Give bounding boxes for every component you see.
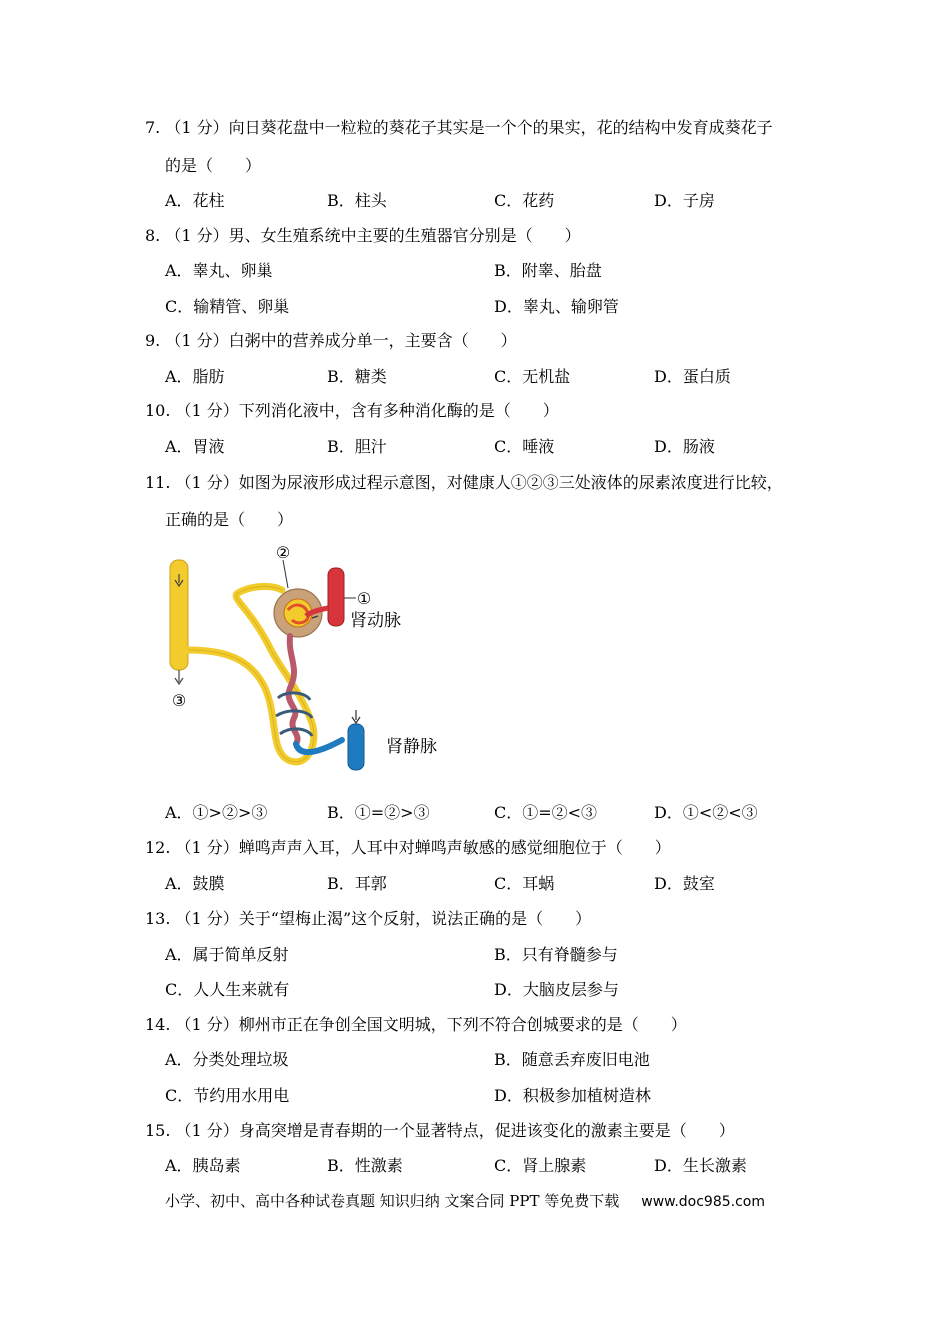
question-9-stem: 9. （1 分）白粥中的营养成分单一，主要含（ ） [145, 331, 517, 350]
q12-option-b[interactable]: B．耳郭 [327, 874, 387, 893]
q13-option-c[interactable]: C．人人生来就有 [165, 980, 290, 999]
question-12-stem: 12. （1 分）蝉鸣声声入耳，人耳中对蝉鸣声敏感的感觉细胞位于（ ） [145, 838, 671, 857]
q7-option-c[interactable]: C．花药 [494, 191, 555, 210]
q8-option-b[interactable]: B．附睾、胎盘 [494, 261, 602, 280]
q11-option-c[interactable]: C．①=②<③ [494, 803, 598, 822]
question-7-stem-cont: 的是（ ） [165, 156, 262, 175]
question-10-stem: 10. （1 分）下列消化液中，含有多种消化酶的是（ ） [145, 401, 559, 420]
q14-option-d[interactable]: D．积极参加植树造林 [494, 1086, 651, 1105]
q8-option-d[interactable]: D．睾丸、输卵管 [494, 297, 619, 316]
q9-option-b[interactable]: B．糖类 [327, 367, 387, 386]
page-footer [165, 1190, 765, 1213]
urine-formation-diagram [160, 538, 460, 783]
q7-option-a[interactable]: A．花柱 [165, 191, 225, 210]
q7-option-b[interactable]: B．柱头 [327, 191, 387, 210]
q12-option-a[interactable]: A．鼓膜 [165, 874, 225, 893]
q10-option-b[interactable]: B．胆汁 [327, 437, 387, 456]
question-8-stem: 8. （1 分）男、女生殖系统中主要的生殖器官分别是（ ） [145, 226, 581, 245]
q13-option-a[interactable]: A．属于简单反射 [165, 945, 289, 964]
q15-option-b[interactable]: B．性激素 [327, 1156, 403, 1175]
q11-option-a[interactable]: A．①>②>③ [165, 803, 268, 822]
question-11-stem-cont: 正确的是（ ） [165, 510, 294, 529]
q8-option-a[interactable]: A．睾丸、卵巢 [165, 261, 273, 280]
q13-option-b[interactable]: B．只有脊髓参与 [494, 945, 618, 964]
question-11-stem: 11. （1 分）如图为尿液形成过程示意图，对健康人①②③三处液体的尿素浓度进行比较， [145, 473, 783, 492]
renal-artery-label: 肾动脉 [350, 611, 401, 631]
question-15-stem: 15. （1 分）身高突增是青春期的一个显著特点，促进该变化的激素主要是（ ） [145, 1121, 735, 1140]
collecting-duct [170, 560, 188, 684]
label-1: ① [356, 589, 372, 608]
q11-option-d[interactable]: D．①<②<③ [654, 803, 758, 822]
question-13-stem: 13. （1 分）关于“望梅止渴”这个反射，说法正确的是（ ） [145, 909, 592, 928]
q12-option-d[interactable]: D．鼓室 [654, 874, 715, 893]
q7-option-d[interactable]: D．子房 [654, 191, 715, 210]
q15-option-d[interactable]: D．生长激素 [654, 1156, 747, 1175]
question-14-stem: 14. （1 分）柳州市正在争创全国文明城，下列不符合创城要求的是（ ） [145, 1015, 687, 1034]
footer-url-link[interactable]: www.doc985.com [641, 1194, 766, 1210]
q10-option-a[interactable]: A．胃液 [165, 437, 225, 456]
q10-option-c[interactable]: C．唾液 [494, 437, 555, 456]
q9-option-a[interactable]: A．脂肪 [165, 367, 225, 386]
q15-option-c[interactable]: C．肾上腺素 [494, 1156, 587, 1175]
q8-option-c[interactable]: C．输精管、卵巢 [165, 297, 290, 316]
q13-option-d[interactable]: D．大脑皮层参与 [494, 980, 619, 999]
q11-option-b[interactable]: B．①=②>③ [327, 803, 430, 822]
question-7-stem: 7. （1 分）向日葵花盘中一粒粒的葵花子其实是一个个的果实，花的结构中发育成葵花子 [145, 118, 773, 137]
q14-option-c[interactable]: C．节约用水用电 [165, 1086, 290, 1105]
label-3: ③ [171, 691, 187, 710]
q14-option-b[interactable]: B．随意丢弃废旧电池 [494, 1050, 650, 1069]
renal-vein-label: 肾静脉 [386, 737, 437, 757]
q12-option-c[interactable]: C．耳蜗 [494, 874, 555, 893]
q15-option-a[interactable]: A．胰岛素 [165, 1156, 241, 1175]
q9-option-d[interactable]: D．蛋白质 [654, 367, 731, 386]
footer-text: 小学、初中、高中各种试卷真题 知识归纳 文案合同 PPT 等免费下载 [165, 1192, 620, 1210]
q9-option-c[interactable]: C．无机盐 [494, 367, 571, 386]
q10-option-d[interactable]: D．肠液 [654, 437, 715, 456]
q14-option-a[interactable]: A．分类处理垃圾 [165, 1050, 289, 1069]
label-2: ② [275, 543, 291, 562]
